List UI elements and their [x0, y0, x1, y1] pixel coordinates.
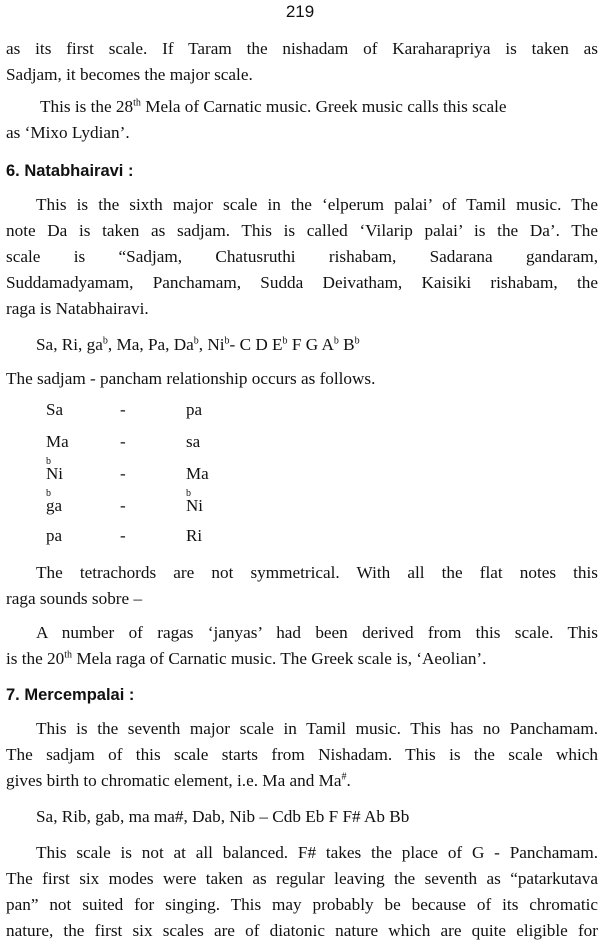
paragraph-line: The sadjam - pancham relationship occurs as follows.: [6, 369, 376, 388]
paragraph-line: Sadjam, it becomes the major scale.: [6, 65, 253, 84]
paragraph-line: This scale is not at all balanced. F# takes the place of G - Panchamam.: [36, 843, 598, 862]
table-row: Ni b - Ma: [46, 456, 209, 483]
paragraph-line: pan” not suited for singing. This may probably be because of its chromatic: [6, 895, 598, 914]
paragraph-line: gives birth to chromatic element, i.e. Ma and Ma#.: [6, 771, 351, 790]
paragraph-line: as its first scale. If Taram the nishadam of Karaharapriya is taken as: [6, 39, 598, 58]
paragraph-line: This is the seventh major scale in Tamil music. This has no Panchamam.: [36, 719, 598, 738]
paragraph-line: The sadjam of this scale starts from Nishadam. This is the scale which: [6, 745, 598, 764]
paragraph-line: The tetrachords are not symmetrical. With all the flat notes this: [36, 563, 598, 582]
paragraph-line: Suddamadyamam, Panchamam, Sudda Deivatham, Kaisiki rishabam, the: [6, 273, 598, 292]
paragraph-line: This is the 28th Mela of Carnatic music. Greek music calls this scale: [40, 97, 507, 116]
scale-notation: Sa, Ri, $ga^b$, Ma, Pa, Da$^b$, Ni$^b$- C D $E^b$ F G $A^b$ $B^b$: [36, 335, 360, 354]
paragraph-line: is the 20th Mela raga of Carnatic music. The Greek scale is, ‘Aeolian’.: [6, 649, 487, 668]
table-row: Ma - sa: [46, 432, 201, 451]
paragraph-line: note Da is taken as sadjam. This is called ‘Vilarip palai’ is the Da’. The: [6, 221, 598, 240]
section-heading: 7. Mercempalai :: [6, 686, 135, 704]
section-heading: 6. Natabhairavi :: [6, 162, 134, 180]
paragraph-line: scale is “Sadjam, Chatusruthi rishabam, Sadarana gandaram,: [6, 247, 598, 266]
paragraph-line: A number of ragas ‘janyas’ had been derived from this scale. This: [36, 623, 598, 642]
paragraph-line: This is the sixth major scale in the ‘elperum palai’ of Tamil music. The: [36, 195, 598, 214]
table-row: pa - Ri: [46, 526, 203, 545]
paragraph-line: nature, the first six scales are of diatonic nature which are quite eligible for: [6, 921, 598, 940]
table-row: Sa - pa: [46, 400, 203, 419]
paragraph-line: raga is Natabhairavi.: [6, 299, 149, 318]
page-number: 219: [285, 2, 315, 21]
paragraph-line: The first six modes were taken as regular leaving the seventh as “patarkutava: [6, 869, 598, 888]
paragraph-line: as ‘Mixo Lydian’.: [6, 123, 130, 142]
table-row: ga b - Ni b: [46, 488, 203, 515]
scale-notation: Sa, Rib, gab, ma ma#, Dab, Nib – Cdb Eb F F# Ab Bb: [36, 807, 410, 826]
paragraph-line: raga sounds sobre –: [6, 589, 143, 608]
